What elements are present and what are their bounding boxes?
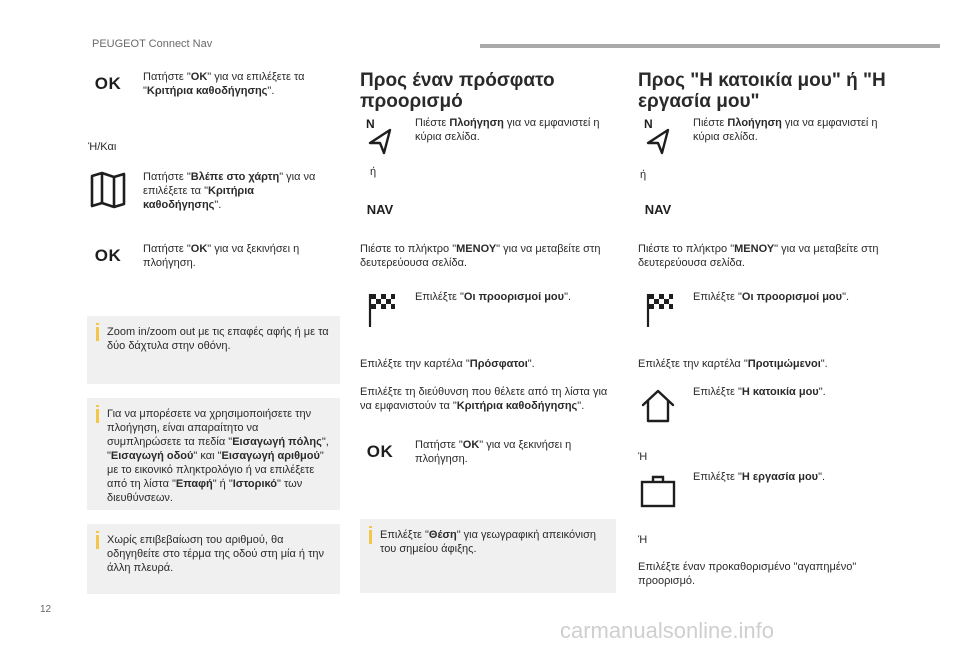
ok-button-icon: OK [366,442,394,461]
tab-recent-text: Επιλέξτε την καρτέλα "Πρόσφατοι". [360,358,535,370]
svg-text:N: N [366,117,375,131]
step-navigation [633,116,893,156]
step-navigation [355,116,615,156]
heading-home-work: Προς "Η κατοικία μου" ή "Η εργασία μου" [638,70,886,112]
navigation-icon [355,116,405,156]
header-bar [480,44,940,48]
menu-key-text: Πιέστε το πλήκτρο "ΜΕΝΟΥ" για να μεταβείτε στη δευτερεύουσα σελίδα. [360,243,601,269]
favourite-destination-text: Επιλέξτε έναν προκαθορισμένο "αγαπημένο" προορισμό. [638,561,857,587]
step-text: Επιλέξτε "Οι προορισμοί μου". [415,291,572,303]
step-text: Πιέστε Πλοήγηση για να εμφανιστεί η κύρια σελίδα. [415,117,600,143]
note-position: Επιλέξτε "Θέση" για γεωγραφική απεικόνιση του σημείου άφιξης. [360,519,616,593]
or-label: ή [370,166,377,178]
ok-button-icon: OK [94,74,122,93]
checkered-flag-icon [633,290,683,330]
step-text: Επιλέξτε "Η εργασία μου". [693,471,826,483]
step-ok-criteria [83,70,343,98]
or-label: ή [640,169,647,181]
step-text: Πιέστε Πλοήγηση για να εμφανιστεί η κύρια σελίδα. [693,117,878,143]
briefcase-icon [633,470,683,510]
or-and-label: Ή/Και [88,141,117,153]
heading-recent-destination: Προς έναν πρόσφατο προορισμό [360,70,555,112]
menu-key-text: Πιέστε το πλήκτρο "ΜΕΝΟΥ" για να μεταβείτε στη δευτερεύουσα σελίδα. [638,243,879,269]
step-text: Επιλέξτε "Η κατοικία μου". [693,386,826,398]
info-icon [369,530,372,544]
step-nav-key [355,198,435,217]
tab-favourites-text: Επιλέξτε την καρτέλα "Προτιμώμενοι". [638,358,828,370]
step-ok-start [83,242,343,270]
step-view-map [83,170,343,212]
header-title: PEUGEOT Connect Nav [92,38,213,50]
select-address-text: Επιλέξτε τη διεύθυνση που θέλετε από τη λίστα για να εμφανιστούν τα "Κριτήρια καθοδήγησης". [360,386,608,412]
step-nav-key [633,198,713,217]
ok-button-icon: OK [94,246,122,265]
nav-key-icon: NAV [644,202,672,217]
step-text: Πατήστε "OK" για να ξεκινήσει η πλοήγηση. [143,243,300,269]
step-my-destinations [633,290,893,330]
or-label: Ή [638,451,648,463]
info-icon [96,409,99,423]
navigation-icon [633,116,683,156]
step-my-destinations [355,290,615,330]
home-icon [633,385,683,425]
page-number: 12 [40,604,52,615]
step-home [633,385,893,425]
svg-text:N: N [644,117,653,131]
step-text: Πατήστε "OK" για να επιλέξετε τα "Κριτήρια καθοδήγησης". [143,71,305,97]
or-label: Ή [638,534,648,546]
info-icon [96,327,99,341]
step-text: Πατήστε "Βλέπε στο χάρτη" για να επιλέξετε τα "Κριτήρια καθοδήγησης". [143,171,316,211]
info-icon [96,535,99,549]
nav-key-icon: NAV [366,202,394,217]
step-text: Πατήστε "OK" για να ξεκινήσει η πλοήγηση. [415,439,572,465]
map-icon [83,170,133,210]
step-work [633,470,893,510]
note-fields: Για να μπορέσετε να χρησιμοποιήσετε την πλοήγηση, είναι απαραίτητο να συμπληρώσετε τα πεδία "Εισαγωγή πόλης", "Εισαγωγή οδού" και "Εισαγωγή αριθμού" με το εικονικό πληκτρολόγιο ή να επιλέξετε από τη λίστα "Επαφή" ή "Ιστορικό" των διευθύνσεων. [87,398,340,510]
step-text: Επιλέξτε "Οι προορισμοί μου". [693,291,850,303]
note-zoom: Zoom in/zoom out με τις επαφές αφής ή με τα δύο δάχτυλα στην οθόνη. [87,316,340,384]
checkered-flag-icon [355,290,405,330]
note-number: Χωρίς επιβεβαίωση του αριθμού, θα οδηγηθείτε στο τέρμα της οδού στη μία ή την άλλη πλευρά. [87,524,340,594]
watermark: carmanualsonline.info [560,618,775,643]
step-ok-start [355,438,615,466]
